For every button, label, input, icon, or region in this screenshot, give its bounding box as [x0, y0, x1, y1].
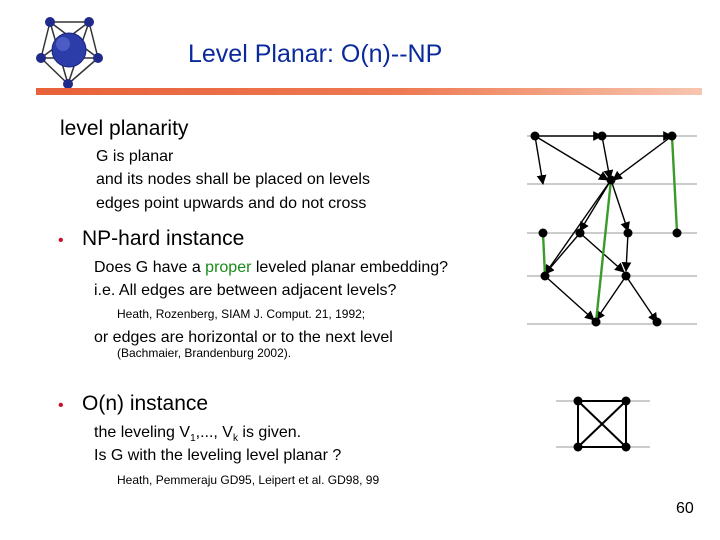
linear-reference: Heath, Pemmeraju GD95, Leipert et al. GD98, 99	[117, 473, 380, 487]
bullet-marker: •	[58, 397, 64, 414]
np-question-pre: Does G have a	[94, 259, 206, 276]
slide-title: Level Planar: O(n)--NP	[188, 40, 443, 68]
page-number: 60	[676, 500, 694, 517]
subscript-1: 1	[190, 433, 196, 445]
np-line-3: or edges are horizontal or to the next level	[94, 329, 393, 346]
proper-highlight: proper	[205, 259, 252, 276]
leveling-post: is given.	[237, 424, 302, 441]
bullet-marker: •	[58, 232, 64, 249]
np-hard-heading-text: NP-hard instance	[82, 227, 245, 250]
def-line-3: edges point upwards and do not cross	[96, 195, 367, 212]
def-line-1: G is planar	[96, 148, 174, 165]
linear-line-2: Is G with the leveling level planar ?	[94, 447, 342, 464]
np-reference-1: Heath, Rozenberg, SIAM J. Comput. 21, 1992;	[117, 307, 366, 321]
subscript-k: k	[232, 433, 238, 445]
np-reference-2: (Bachmaier, Brandenburg 2002).	[117, 346, 292, 360]
linear-heading-text: O(n) instance	[82, 392, 209, 415]
np-question-post: leveled planar embedding?	[251, 259, 449, 276]
level-planarity-heading: level planarity	[60, 117, 189, 140]
np-line-2: i.e. All edges are between adjacent levels?	[94, 282, 397, 299]
leveling-pre: the leveling V	[94, 424, 191, 441]
leveling-mid: ,..., V	[195, 424, 233, 441]
def-line-2: and its nodes shall be placed on levels	[96, 171, 370, 188]
